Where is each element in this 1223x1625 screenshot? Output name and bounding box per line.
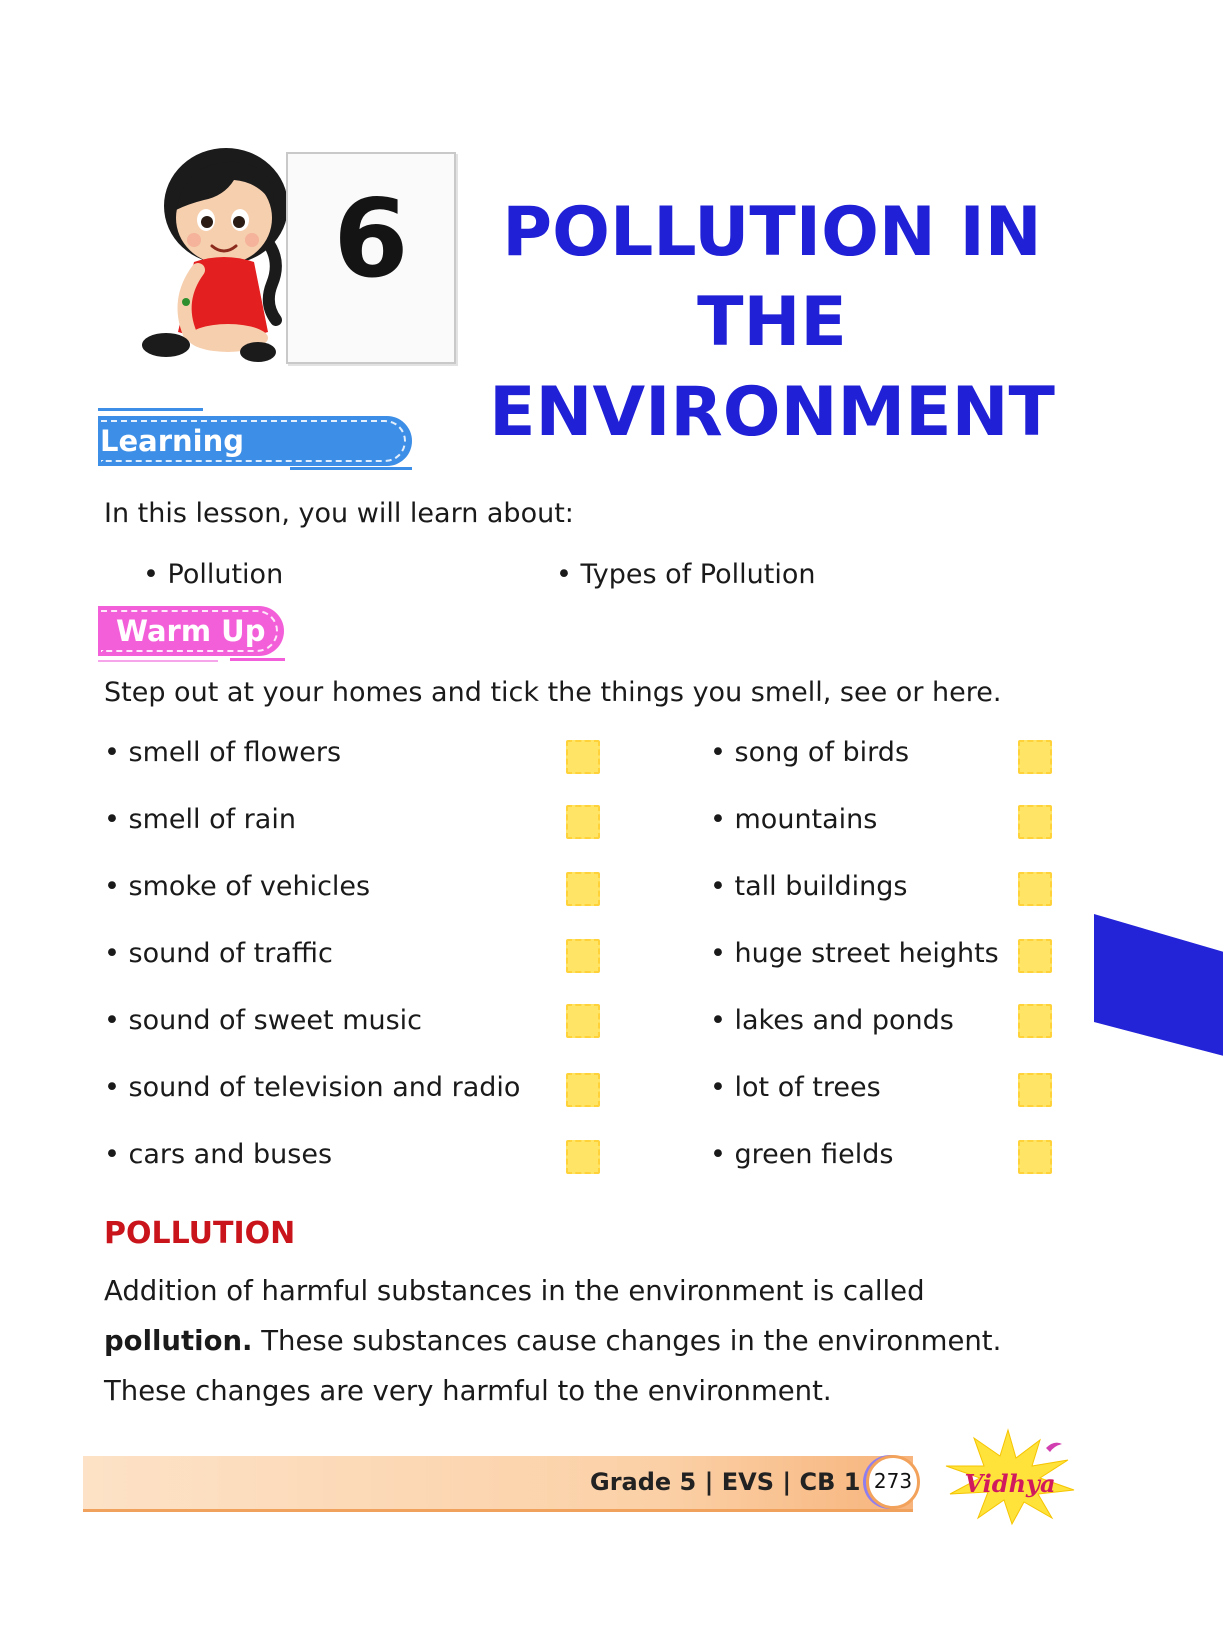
pill-decoration — [98, 408, 203, 411]
checklist-item-label: • smell of rain — [104, 804, 296, 835]
checklist-item-label: • sound of traffic — [104, 938, 333, 969]
checklist-item-label: • tall buildings — [710, 871, 908, 902]
learning-outcomes-heading — [98, 416, 412, 508]
checkbox-icon[interactable] — [566, 872, 600, 906]
checklist-item-label: • cars and buses — [104, 1139, 333, 1170]
checklist-item-label: • sound of television and radio — [104, 1072, 521, 1103]
warm-up-heading — [98, 606, 284, 656]
learning-outcome-item: • Types of Pollution — [556, 559, 816, 590]
logo-text: Vidhya — [964, 1469, 1056, 1498]
checkbox-icon[interactable] — [566, 740, 600, 774]
checkbox-icon[interactable] — [1018, 939, 1052, 973]
checklist-item-label: • smoke of vehicles — [104, 871, 371, 902]
pill-decoration — [290, 467, 412, 470]
checkbox-icon[interactable] — [566, 939, 600, 973]
checkbox-icon[interactable] — [1018, 740, 1052, 774]
checklist-item-label: • lakes and ponds — [710, 1005, 954, 1036]
checklist-item-label: • huge street heights — [710, 938, 999, 969]
footer-course-info: Grade 5 | EVS | CB 1 — [590, 1468, 861, 1496]
checklist-item-label: • smell of flowers — [104, 737, 342, 768]
checkbox-icon[interactable] — [1018, 1140, 1052, 1174]
checkbox-icon[interactable] — [566, 1073, 600, 1107]
pollution-text: Addition of harmful substances in the environment is called — [104, 1275, 925, 1307]
chapter-title-line-2: ENVIRONMENT — [489, 373, 1055, 452]
pill-decoration — [230, 658, 285, 661]
checkbox-icon[interactable] — [1018, 1073, 1052, 1107]
checkbox-icon[interactable] — [566, 1140, 600, 1174]
vidhya-logo-icon — [928, 1426, 1088, 1526]
checkbox-icon[interactable] — [566, 1004, 600, 1038]
pollution-text: These substances cause changes in the environment. These changes are very harmful to the environment. — [104, 1325, 1002, 1407]
learning-outcomes-intro: In this lesson, you will learn about: — [104, 498, 574, 529]
learning-outcomes-label: Learning Outcomes — [100, 424, 264, 508]
page-number: 273 — [873, 1469, 913, 1493]
checkbox-icon[interactable] — [1018, 1004, 1052, 1038]
pollution-keyword: pollution. — [104, 1325, 253, 1357]
checklist-item-label: • green fields — [710, 1139, 894, 1170]
chapter-side-tab — [1094, 914, 1223, 1056]
warm-up-instruction: Step out at your homes and tick the things you smell, see or here. — [104, 677, 1002, 708]
chapter-title — [462, 188, 1082, 458]
checklist-item-label: • mountains — [710, 804, 878, 835]
pollution-definition — [104, 1266, 1064, 1416]
pill-decoration — [98, 660, 218, 662]
checkbox-icon[interactable] — [1018, 872, 1052, 906]
section-heading-pollution: POLLUTION — [104, 1216, 296, 1251]
learning-outcome-item: • Pollution — [143, 559, 284, 590]
warm-up-label: Warm Up — [116, 614, 266, 648]
chapter-title-line-1: POLLUTION IN THE — [502, 193, 1042, 362]
checklist-item-label: • sound of sweet music — [104, 1005, 423, 1036]
checklist-item-label: • lot of trees — [710, 1072, 881, 1103]
checkbox-icon[interactable] — [566, 805, 600, 839]
checklist-item-label: • song of birds — [710, 737, 910, 768]
checkbox-icon[interactable] — [1018, 805, 1052, 839]
chapter-number: 6 — [333, 177, 409, 302]
